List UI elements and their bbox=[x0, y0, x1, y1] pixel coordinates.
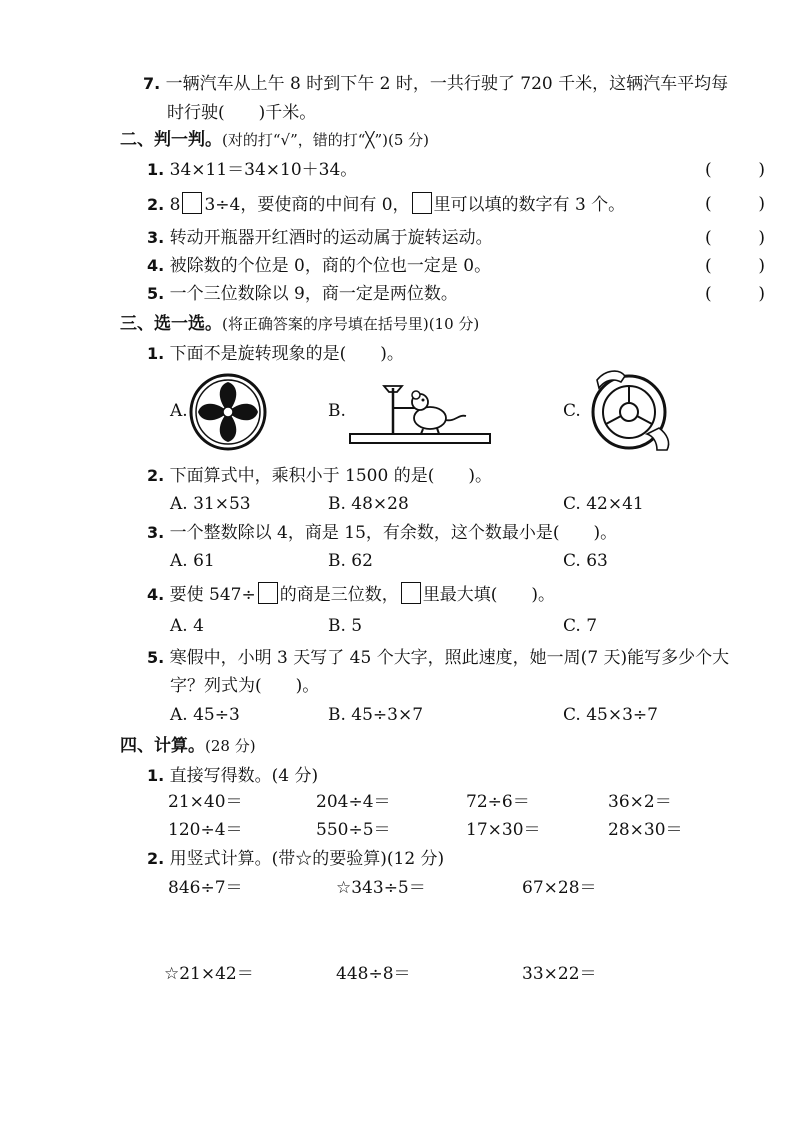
q7-line2: 时行驶( )千米。 bbox=[167, 103, 317, 123]
section4-note: (28 分) bbox=[205, 737, 256, 755]
vertical-calc-item: ☆21×42＝ bbox=[164, 964, 254, 984]
calc-item: 17×30＝ bbox=[466, 820, 541, 840]
q7-line1 bbox=[143, 72, 728, 96]
steering-wheel-icon bbox=[583, 366, 675, 454]
choice-q1: 1. 下面不是旋转现象的是( )。 bbox=[147, 344, 404, 364]
option-c-label: C. bbox=[563, 401, 581, 421]
calc-item: 21×40＝ bbox=[168, 792, 243, 812]
choice-q5-option-b: B. 45÷3×7 bbox=[328, 705, 424, 725]
vertical-calc-item: 33×22＝ bbox=[522, 964, 597, 984]
blank-box[interactable] bbox=[258, 582, 278, 604]
choice-q4-option-c: C. 7 bbox=[563, 616, 598, 636]
calc-item: 550÷5＝ bbox=[316, 820, 391, 840]
answer-blank-2[interactable]: ( ) bbox=[705, 194, 765, 214]
vertical-calc-item: ☆343÷5＝ bbox=[336, 878, 426, 898]
choice-q3-option-c: C. 63 bbox=[563, 551, 608, 571]
judge-item-5: 5. 一个三位数除以 9，商一定是两位数。 bbox=[147, 284, 458, 304]
calc-item: 120÷4＝ bbox=[168, 820, 243, 840]
option-b-label: B. bbox=[328, 401, 346, 421]
fan-icon bbox=[188, 372, 268, 452]
section4-title: 四、计算。 bbox=[120, 736, 205, 756]
choice-q2-option-a: A. 31×53 bbox=[170, 494, 251, 514]
answer-blank-5[interactable]: ( ) bbox=[705, 284, 765, 304]
judge-item-3: 3. 转动开瓶器开红酒时的运动属于旋转运动。 bbox=[147, 228, 493, 248]
judge-item-2: 2. 8 3÷4，要使商的中间有 0， 里可以填的数字有 3 个。 bbox=[147, 192, 625, 217]
calc-item: 72÷6＝ bbox=[466, 792, 530, 812]
vertical-calc-item: 846÷7＝ bbox=[168, 878, 243, 898]
choice-q4-option-b: B. 5 bbox=[328, 616, 363, 636]
q7-text-1: 一辆汽车从上午 8 时到下午 2 时，一共行驶了 720 千米，这辆汽车平均每 bbox=[165, 74, 729, 94]
vertical-calc-item: 67×28＝ bbox=[522, 878, 597, 898]
calc-sub2: 2. 用竖式计算。(带☆的要验算)(12 分) bbox=[147, 849, 445, 869]
blank-box[interactable] bbox=[401, 582, 421, 604]
calc-sub1: 1. 直接写得数。(4 分) bbox=[147, 766, 319, 786]
section3-heading bbox=[120, 312, 479, 336]
judge-item-4: 4. 被除数的个位是 0，商的个位也一定是 0。 bbox=[147, 256, 492, 276]
answer-blank-1[interactable]: ( ) bbox=[705, 160, 765, 180]
answer-blank-4[interactable]: ( ) bbox=[705, 256, 765, 276]
section4-heading bbox=[120, 734, 256, 758]
choice-q5-line2: 字？列式为( )。 bbox=[170, 676, 320, 696]
section3-note: (将正确答案的序号填在括号里)(10 分) bbox=[222, 315, 480, 333]
choice-q5-line1: 5. 寒假中，小明 3 天写了 45 个大字，照此速度，她一周(7 天)能写多少个大 bbox=[147, 648, 730, 668]
choice-q5-option-a: A. 45÷3 bbox=[170, 705, 240, 725]
choice-q3: 3. 一个整数除以 4，商是 15，有余数，这个数最小是( )。 bbox=[147, 523, 618, 543]
option-a-label: A. bbox=[170, 401, 188, 421]
section2-heading bbox=[120, 128, 429, 152]
calc-item: 36×2＝ bbox=[608, 792, 672, 812]
blank-box[interactable] bbox=[182, 192, 202, 214]
section2-note: (对的打“√”，错的打“╳”)(5 分) bbox=[222, 131, 429, 149]
q7-number: 7. bbox=[143, 74, 161, 93]
calc-item: 28×30＝ bbox=[608, 820, 683, 840]
choice-q4: 4. 要使 547÷ 的商是三位数， 里最大填( )。 bbox=[147, 582, 555, 607]
choice-q4-option-a: A. 4 bbox=[170, 616, 204, 636]
mouse-on-lever-icon bbox=[348, 378, 493, 446]
choice-q2: 2. 下面算式中，乘积小于 1500 的是( )。 bbox=[147, 466, 492, 486]
choice-q3-option-b: B. 62 bbox=[328, 551, 373, 571]
choice-q2-option-c: C. 42×41 bbox=[563, 494, 644, 514]
vertical-calc-item: 448÷8＝ bbox=[336, 964, 411, 984]
section2-title: 二、判一判。 bbox=[120, 130, 222, 150]
choice-q5-option-c: C. 45×3÷7 bbox=[563, 705, 658, 725]
choice-q2-option-b: B. 48×28 bbox=[328, 494, 409, 514]
choice-q3-option-a: A. 61 bbox=[170, 551, 215, 571]
answer-blank-3[interactable]: ( ) bbox=[705, 228, 765, 248]
calc-item: 204÷4＝ bbox=[316, 792, 391, 812]
blank-box[interactable] bbox=[412, 192, 432, 214]
section3-title: 三、选一选。 bbox=[120, 314, 222, 334]
judge-item-1: 1. 34×11＝34×10＋34。 bbox=[147, 160, 358, 180]
